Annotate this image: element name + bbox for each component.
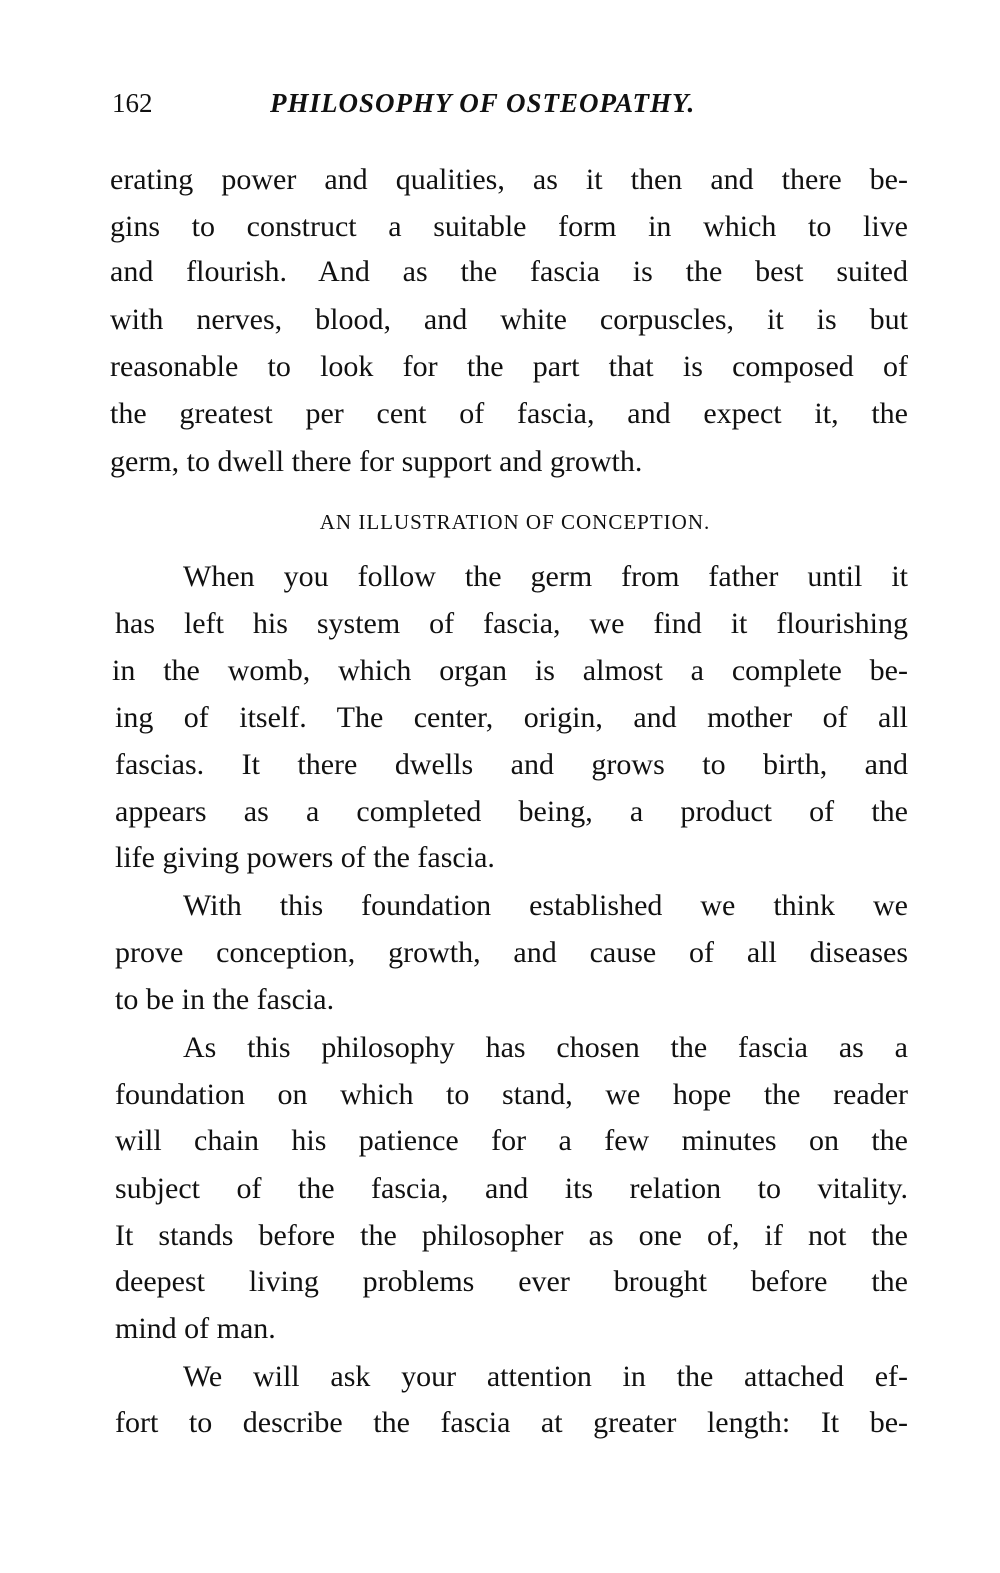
text-line: gins to construct a suitable form in which to live: [110, 210, 908, 243]
text-line: life giving powers of the fascia.: [115, 841, 495, 874]
text-line: With this foundation established we think we: [183, 889, 908, 922]
text-line: appears as a completed being, a product of the: [115, 795, 908, 828]
text-line: fascias. It there dwells and grows to birth, and: [115, 748, 908, 781]
text-line: with nerves, blood, and white corpuscles, it is but: [110, 303, 908, 336]
text-line: has left his system of fascia, we find it flourishing: [115, 607, 908, 640]
text-line: deepest living problems ever brought before the: [115, 1265, 908, 1298]
running-title: PHILOSOPHY OF OSTEOPATHY.: [270, 88, 696, 118]
text-line: to be in the fascia.: [115, 983, 335, 1016]
text-line: the greatest per cent of fascia, and expect it, the: [110, 397, 908, 430]
text-line: subject of the fascia, and its relation to vitality.: [115, 1172, 908, 1205]
text-line: prove conception, growth, and cause of all diseases: [115, 936, 908, 969]
text-line: will chain his patience for a few minutes on the: [115, 1124, 908, 1157]
text-line: We will ask your attention in the attached ef-: [183, 1360, 908, 1393]
text-line: fort to describe the fascia at greater length: It be-: [115, 1406, 908, 1439]
text-line: mind of man.: [115, 1312, 276, 1345]
text-line: reasonable to look for the part that is composed of: [110, 350, 908, 383]
text-line: foundation on which to stand, we hope the reader: [115, 1078, 908, 1111]
text-line: germ, to dwell there for support and growth.: [110, 445, 643, 478]
text-line: in the womb, which organ is almost a complete be-: [112, 654, 908, 687]
text-line: and flourish. And as the fascia is the best suited: [110, 255, 908, 288]
text-line: As this philosophy has chosen the fascia as a: [183, 1031, 908, 1064]
text-line: When you follow the germ from father until it: [183, 560, 908, 593]
section-heading: AN ILLUSTRATION OF CONCEPTION.: [319, 510, 711, 534]
page-number: 162: [112, 88, 153, 118]
text-line: erating power and qualities, as it then and there be-: [110, 163, 908, 196]
text-line: ing of itself. The center, origin, and mother of all: [115, 701, 908, 734]
text-line: It stands before the philosopher as one of, if not the: [115, 1219, 908, 1252]
